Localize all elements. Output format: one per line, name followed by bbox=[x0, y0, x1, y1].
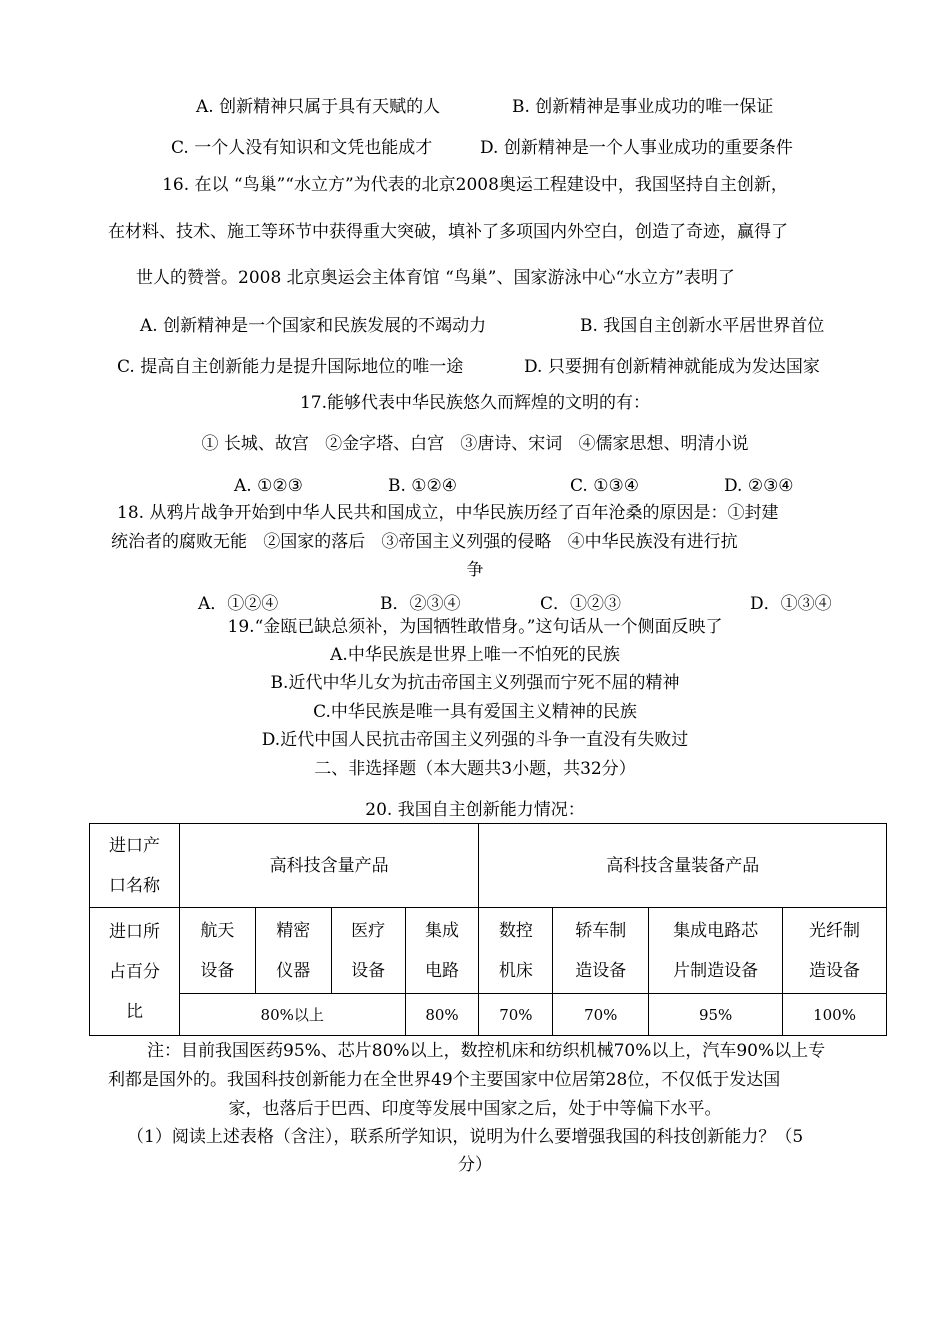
option-a: A. 创新精神只属于具有天赋的人 bbox=[196, 97, 441, 117]
option-a: A．①②④ bbox=[198, 594, 279, 614]
question-16-line-3: 世人的赞誉。2008 北京奥运会主体育馆 “鸟巢”、国家游泳中心“水立方”表明了 bbox=[136, 268, 735, 288]
table-note-line-1: 注：目前我国医药95%、芯片80%以上，数控机床和纺织机械70%以上，汽车90%以上专 bbox=[147, 1041, 826, 1061]
option-c: C.中华民族是唯一具有爱国主义精神的民族 bbox=[313, 702, 637, 722]
question-20-title: 20. 我国自主创新能力情况： bbox=[365, 800, 585, 820]
option-b: B. 我国自主创新水平居世界首位 bbox=[580, 316, 825, 336]
option-d: D．①③④ bbox=[750, 594, 832, 614]
value-cell: 95% bbox=[649, 994, 783, 1036]
group-header-high-tech: 高科技含量产品 bbox=[179, 824, 479, 908]
row-header-percent: 进口所占百分比 bbox=[90, 908, 180, 1036]
group-header-equipment: 高科技含量装备产品 bbox=[479, 824, 887, 908]
value-cell: 70% bbox=[553, 994, 649, 1036]
option-c: C. 一个人没有知识和文凭也能成才 bbox=[171, 138, 433, 158]
option-d: D. ②③④ bbox=[724, 476, 794, 496]
question-18-line-2: 统治者的腐败无能 ②国家的落后 ③帝国主义列强的侵略 ④中华民族没有进行抗 bbox=[111, 532, 738, 552]
sub-question-1: （1）阅读上述表格（含注），联系所学知识，说明为什么要增强我国的科技创新能力？（5 bbox=[127, 1127, 804, 1147]
value-cell: 100% bbox=[783, 994, 887, 1036]
question-16-line-2: 在材料、技术、施工等环节中获得重大突破，填补了多项国内外空白，创造了奇迹，赢得了 bbox=[108, 222, 788, 242]
item-cell: 轿车制造设备 bbox=[553, 908, 649, 994]
item-cell: 精密仪器 bbox=[255, 908, 331, 994]
item-cell: 航天设备 bbox=[179, 908, 255, 994]
row-header-name: 进口产口名称 bbox=[90, 824, 180, 908]
question-16-line-1: 16. 在以 “鸟巢”“水立方”为代表的北京2008奥运工程建设中，我国坚持自主创新， bbox=[162, 175, 788, 195]
option-d: D. 只要拥有创新精神就能成为发达国家 bbox=[524, 357, 820, 377]
option-b: B. 创新精神是事业成功的唯一保证 bbox=[512, 97, 774, 117]
question-18-line-3: 争 bbox=[466, 560, 484, 580]
section-heading: 二、非选择题（本大题共3小题，共32分） bbox=[314, 759, 636, 779]
option-a: A. 创新精神是一个国家和民族发展的不竭动力 bbox=[140, 316, 487, 336]
option-b: B．②③④ bbox=[380, 594, 461, 614]
item-cell: 数控机床 bbox=[479, 908, 553, 994]
value-cell: 80%以上 bbox=[179, 994, 405, 1036]
option-c: C. 提高自主创新能力是提升国际地位的唯一途 bbox=[117, 357, 464, 377]
option-c: C．①②③ bbox=[540, 594, 622, 614]
table-note-line-2: 利都是国外的。我国科技创新能力在全世界49个主要国家中位居第28位，不仅低于发达国 bbox=[108, 1070, 781, 1090]
option-c: C. ①③④ bbox=[570, 476, 639, 496]
option-b: B. ①②④ bbox=[388, 476, 458, 496]
option-a: A.中华民族是世界上唯一不怕死的民族 bbox=[330, 645, 620, 665]
value-cell: 80% bbox=[405, 994, 479, 1036]
option-d: D. 创新精神是一个人事业成功的重要条件 bbox=[480, 138, 793, 158]
item-cell: 集成电路芯片制造设备 bbox=[649, 908, 783, 994]
question-17-items: ① 长城、故宫 ②金字塔、白宫 ③唐诗、宋词 ④儒家思想、明清小说 bbox=[201, 434, 749, 454]
innovation-table bbox=[89, 823, 887, 1036]
option-a: A. ①②③ bbox=[234, 476, 303, 496]
item-cell: 集成电路 bbox=[405, 908, 479, 994]
question-17-stem: 17.能够代表中华民族悠久而辉煌的文明的有： bbox=[299, 393, 651, 413]
question-19-stem: 19.“金瓯已缺总须补，为国牺牲敢惜身。”这句话从一个侧面反映了 bbox=[227, 617, 723, 637]
question-18-line-1: 18. 从鸦片战争开始到中华人民共和国成立，中华民族历经了百年沧桑的原因是：①封建 bbox=[117, 503, 779, 523]
item-cell: 光纤制造设备 bbox=[783, 908, 887, 994]
table-note-line-3: 家，也落后于巴西、印度等发展中国家之后，处于中等偏下水平。 bbox=[228, 1099, 722, 1119]
value-cell: 70% bbox=[479, 994, 553, 1036]
sub-question-1-cont: 分） bbox=[458, 1155, 492, 1175]
item-cell: 医疗设备 bbox=[331, 908, 405, 994]
option-b: B.近代中华儿女为抗击帝国主义列强而宁死不屈的精神 bbox=[270, 673, 680, 693]
option-d: D.近代中国人民抗击帝国主义列强的斗争一直没有失败过 bbox=[261, 730, 689, 750]
